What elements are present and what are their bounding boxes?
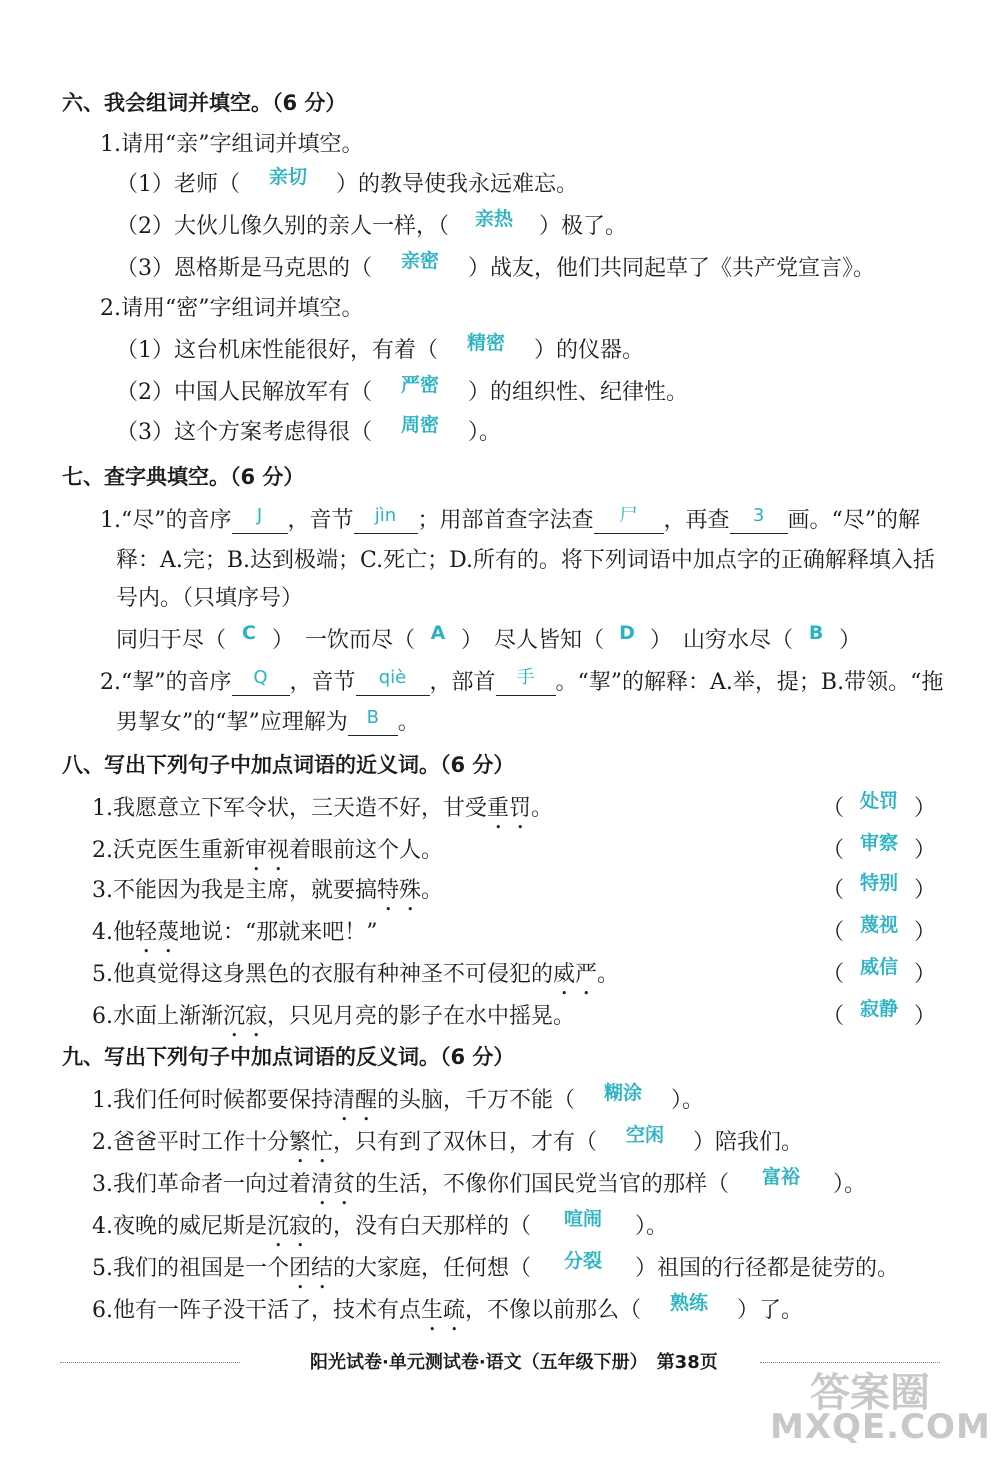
- dotted-word: 清贫: [311, 1172, 356, 1197]
- s9-item-1: 1.我们任何时候都要保持清醒的头脑，千万不能（ 糊涂 ）。: [92, 1082, 705, 1113]
- answer-paren: （ 特别 ）: [822, 876, 936, 906]
- footer-divider-left: [60, 1362, 240, 1363]
- answer-text: Q: [253, 667, 268, 688]
- answer-text: 空闲: [626, 1124, 665, 1146]
- answer-paren: （ 处罚 ）: [822, 794, 936, 824]
- dotted-word: 特殊: [377, 878, 422, 903]
- dotted-word: 轻蔑: [135, 920, 180, 945]
- section-6-title: 六、我会组词并填空。（6 分）: [62, 91, 347, 115]
- section-9-title: 九、写出下列句子中加点词语的反义词。（6 分）: [62, 1045, 515, 1069]
- s6-q1-item-2: （2）大伙儿像久别的亲人一样，（ 亲热 ）极了。: [116, 208, 628, 239]
- answer-text: C: [242, 622, 256, 644]
- s9-item-4: 4.夜晚的威尼斯是沉寂的，没有白天那样的（ 喧闹 ）。: [92, 1208, 669, 1239]
- answer-text: 富裕: [762, 1166, 801, 1188]
- answer-text: B: [808, 622, 824, 644]
- s6-q1-prompt: 1.请用“亲”字组词并填空。: [100, 132, 364, 157]
- dotted-word: 重罚: [487, 796, 532, 821]
- s9-item-6: 6.他有一阵子没干活了，技术有点生疏，不像以前那么（ 熟练 ）了。: [92, 1292, 804, 1323]
- answer-text: 周密: [400, 414, 439, 436]
- answer-text: 审察: [859, 832, 898, 854]
- s7-q1-line-3: 号内。（只填序号）: [116, 586, 304, 611]
- dotted-word: 生疏: [421, 1298, 466, 1323]
- answer-text: 尸: [619, 505, 638, 526]
- answer-text: A: [430, 622, 446, 644]
- watermark-logo: [770, 1361, 990, 1451]
- s8-item-4: 4.他轻蔑地说：“那就来吧！” （ 蔑视 ）: [92, 918, 1000, 958]
- answer-text: 分裂: [564, 1250, 603, 1272]
- section-8-title: 八、写出下列句子中加点词语的近义词。（6 分）: [62, 753, 515, 777]
- s6-q2-item-3: （3）这个方案考虑得很（ 周密 ）。: [116, 414, 502, 445]
- dotted-word: 沉寂: [267, 1214, 312, 1239]
- dotted-word: 清醒: [333, 1088, 378, 1113]
- answer-paren: （ 审察 ）: [822, 836, 936, 866]
- answer-text: jìn: [374, 505, 397, 526]
- s6-q2-item-2: （2）中国人民解放军有（ 严密 ）的组织性、纪律性。: [116, 374, 689, 405]
- answer-text: D: [619, 622, 635, 644]
- answer-text: 特别: [859, 872, 898, 894]
- s9-item-2: 2.爸爸平时工作十分繁忙，只有到了双休日，才有（ 空闲 ）陪我们。: [92, 1124, 804, 1155]
- answer-text: 处罚: [859, 790, 898, 812]
- s8-item-1: 1.我愿意立下军令状，三天造不好，甘受重罚。 （ 处罚 ）: [92, 794, 1000, 834]
- s7-q2-line-1: 2.“挈”的音序 $^Q$ ，音节 $^{qiè}$ ，部首 $^手$ 。“挈”的解释：A.举，提；B.带领。“拖: [100, 667, 944, 695]
- dotted-word: 繁忙: [289, 1130, 334, 1155]
- answer-text: 3: [752, 505, 765, 526]
- answer-paren: （ 威信 ）: [822, 960, 936, 990]
- dotted-word: 威严: [553, 962, 598, 987]
- answer-text: qiè: [378, 667, 407, 688]
- s8-item-5: 5.他真觉得这身黑色的衣服有种神圣不可侵犯的威严。 （ 威信 ）: [92, 960, 1000, 1000]
- answer-text: 寂静: [859, 998, 898, 1020]
- answer-text: 威信: [859, 956, 898, 978]
- answer-text: 蔑视: [859, 914, 898, 936]
- answer-text: 熟练: [670, 1292, 709, 1314]
- s8-item-6: 6.水面上渐渐沉寂，只见月亮的影子在水中摇晃。 （ 寂静 ）: [92, 1002, 1000, 1042]
- s8-item-2: 2.沃克医生重新审视着眼前这个人。 （ 审察 ）: [92, 836, 1000, 876]
- dotted-word: 审视: [245, 838, 290, 863]
- s6-q2-item-1: （1）这台机床性能很好，有着（ 精密 ）的仪器。: [116, 332, 645, 363]
- s7-q1-line-4: 同归于尽（ C ） 一饮而尽（ A ） 尽人皆知（ D ） 山穷水尽（ B ）: [116, 622, 862, 653]
- s7-q1-line-2: 释：A.完；B.达到极端；C.死亡；D.所有的。将下列词语中加点字的正确解释填入括: [116, 548, 935, 573]
- dotted-word: 团结: [289, 1256, 334, 1281]
- section-7-title: 七、查字典填空。（6 分）: [62, 465, 305, 489]
- s7-q2-line-2: 男挈女”的“挈”应理解为 $^B$ 。: [116, 707, 420, 735]
- s9-item-3: 3.我们革命者一向过着清贫的生活，不像你们国民党当官的那样（ 富裕 ）。: [92, 1166, 867, 1197]
- dotted-word: 沉寂: [223, 1004, 268, 1029]
- answer-text: 精密: [466, 332, 505, 354]
- answer-paren: （ 寂静 ）: [822, 1002, 936, 1032]
- s9-item-5: 5.我们的祖国是一个团结的大家庭，任何想（ 分裂 ）祖国的行径都是徒劳的。: [92, 1250, 900, 1281]
- s6-q1-item-1: （1）老师（ 亲切 ）的教导使我永远难忘。: [116, 166, 579, 197]
- s8-item-3: 3.不能因为我是主席，就要搞特殊。 （ 特别 ）: [92, 876, 1000, 916]
- answer-text: B: [366, 707, 379, 728]
- answer-text: 亲切: [268, 166, 307, 188]
- answer-text: 喧闹: [564, 1208, 603, 1230]
- s7-q1-line-1: 1.“尽”的音序 $^J$ ，音节 $^{jìn}$ ；用部首查字法查 $^尸$ ，再查 $^3$ 画。“尽”的解: [100, 505, 921, 533]
- answer-text: 糊涂: [604, 1082, 643, 1104]
- s6-q1-item-3: （3）恩格斯是马克思的（ 亲密 ）战友，他们共同起草了《共产党宣言》。: [116, 250, 876, 281]
- footer-text: 阳光试卷·单元测试卷·语文（五年级下册） 第38页: [310, 1352, 718, 1373]
- answer-text: 手: [516, 667, 535, 688]
- answer-text: 亲密: [400, 250, 439, 272]
- answer-text: J: [256, 505, 263, 526]
- answer-text: 严密: [400, 374, 439, 396]
- answer-paren: （ 蔑视 ）: [822, 918, 936, 948]
- answer-text: 亲热: [474, 208, 513, 230]
- watermark-text-url: MXQE.COM: [770, 1407, 991, 1447]
- watermark-text-cn: 答案圈: [810, 1370, 930, 1416]
- s6-q2-prompt: 2.请用“密”字组词并填空。: [100, 296, 364, 321]
